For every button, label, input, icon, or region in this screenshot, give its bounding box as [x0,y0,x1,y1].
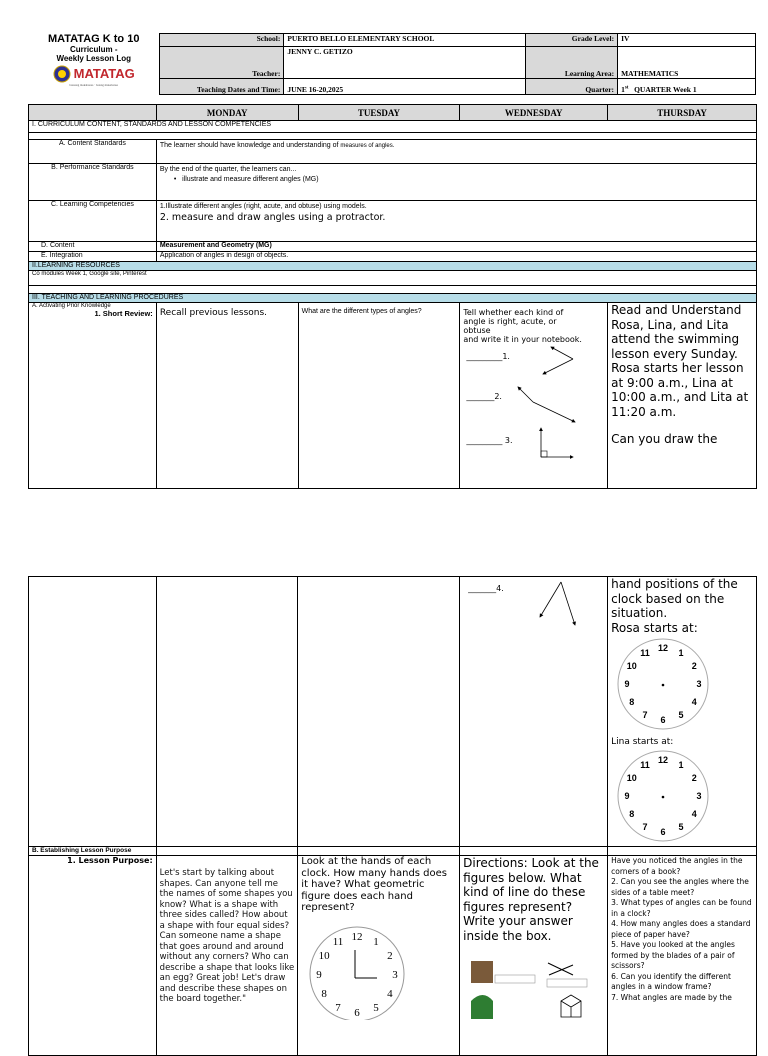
content-value: Measurement and Geometry (MG) [156,242,756,252]
right-angle-mark [541,451,547,457]
clock-number-1: 1 [678,759,684,770]
angle-item-2: _______2. [466,392,502,401]
content-std-main: The learner should have knowledge and understanding of [159,142,339,149]
purpose-tuesday-text: Look at the hands of each clock. How many hands does it have? What geometric figure does each hand represent? [301,856,448,913]
angle1-ray-b [551,347,573,359]
clock-number-3: 3 [696,790,702,801]
logo-tagline: bansang makabansa · batang makabansa [69,82,118,87]
purpose-tuesday [298,856,460,1056]
perf-std-line1: By the end of the quarter, the learners can... [159,166,297,173]
competency-label: C. Learning Competencies [29,201,157,242]
cube-image [561,995,581,1017]
section-curriculum: I. CURRICULUM CONTENT, STANDARDS AND LESSON COMPETENCIES [29,121,757,133]
clock-number-4: 4 [691,808,697,819]
clock-number-2: 2 [691,661,697,671]
angle-item-1-num: 1. [502,352,510,361]
content-std-small: measures of angles. [340,143,395,149]
tuesday-clock-number-4: 4 [387,987,393,1000]
grade-value: IV [618,34,756,47]
review-wed-l1: Tell whether each kind of [463,308,564,317]
angle-item-3: _________ 3. [466,436,513,445]
angle2-ray-a [518,387,533,402]
perf-std-label: B. Performance Standards [29,164,157,201]
quarter-rest: QUARTER Week 1 [634,85,697,94]
clock-number-11: 11 [640,759,650,770]
clock-number-4: 4 [691,697,697,707]
clock-number-5: 5 [678,710,684,721]
header-table [28,33,756,95]
angle4-ray-b [561,582,575,625]
tuesday-clock-number-10: 10 [318,949,330,962]
purpose-wednesday-text: Directions: Look at the figures below. What kind of line do these figures represent? Write your answer inside the box. [463,856,599,943]
review-thursday [608,303,757,489]
angle1-ray-a [543,359,573,374]
tuesday-clock-number-5: 5 [373,1001,380,1014]
clock-face-0 [611,637,715,731]
lesson-table-page2 [28,576,757,1056]
angle-item-3-num: 3. [504,436,513,445]
competency-value [156,201,756,242]
tuesday-clock-number-8: 8 [321,987,328,1000]
tuesday-clock-number-11: 11 [333,935,344,948]
road-image [471,995,493,1019]
resources-value: Co modules Week 1, Google site, Pinterest [29,271,757,286]
review-wed-l3: obtuse [463,326,491,335]
logo-text: MATATAG [73,66,135,81]
angle-item-4: _______4. [468,584,504,593]
teacher-value: JENNY C. GETIZO [284,46,526,78]
purpose-thu-q2: 2. Can you see the angles where the sides of a table meet? [611,877,749,897]
angle-item-4-num: 4. [496,584,504,593]
scissors-image [548,963,573,975]
lesson-table-page1 [28,104,757,489]
clock-face-1 [611,749,715,843]
review-wed-cont [460,577,608,847]
title-sub2: Weekly Lesson Log [56,53,131,63]
clock-center [662,684,665,687]
tuesday-clock-number-9: 9 [316,968,323,981]
angle-item-2-num: 2. [494,392,502,401]
content-std-label: A. Content Standards [29,140,157,164]
review-lina: Lina starts at: [611,736,674,747]
purpose-thu-q5: 5. Have you looked at the angles formed by the blades of a pair of scissors? [611,940,735,970]
review-wed-l2: angle is right, acute, or [463,317,557,326]
day-monday: MONDAY [156,105,298,121]
clock-center [662,795,665,798]
purpose-label: B. Establishing Lesson Purpose [29,847,157,856]
angle2-ray-b [533,402,575,422]
review-thu-p2: Rosa, Lina, and Lita attend the swimming lesson every Sunday. Rosa starts her lesson at 9:00 a.m., Lina at 10:00 a.m., and Lita at 11:20 a.m. [611,317,749,419]
clock-number-6: 6 [660,715,666,725]
wednesday-figures [463,949,603,1019]
tuesday-clock-number-6: 6 [354,1006,361,1019]
purpose-thu-q6: 6. Can you identify the different angles in a window frame? [611,971,731,991]
purpose-thu-q1: Have you noticed the angles in the corners of a book? [611,856,743,876]
tuesday-clock-number-1: 1 [373,935,380,948]
title-main: MATATAG K to 10 [47,32,140,45]
dates-label: Teaching Dates and Time: [160,78,284,94]
clock-number-7: 7 [642,710,648,721]
lesson-purpose-label: 1. Lesson Purpose: [29,856,157,1056]
school-value: PUERTO BELLO ELEMENTARY SCHOOL [284,34,526,47]
review-thu-p3: Can you draw the [611,432,718,446]
tuesday-clock [305,920,415,1020]
railroad-image [471,961,493,983]
clock-rosa [611,637,753,735]
perf-std-bullet: • illustrate and measure different angles (MG) [173,176,319,183]
answer-box-1 [495,975,535,983]
content-std-value [156,140,756,164]
purpose-monday: Let's start by talking about shapes. Can anyone tell me the names of some shapes you know? What is a shape with three sides called? How about a shape with four equal sides? Can someone name a shape that goes around and around without any corners? Who can describe a shape that looks like an egg? Great job! Let's draw and describe these shapes on the board together." [156,856,298,1056]
dates-value: JUNE 16-20,2025 [284,78,526,94]
quarter-sup: st [624,85,629,91]
clock-number-1: 1 [678,647,684,658]
clock-number-6: 6 [660,826,666,837]
day-thursday: THURSDAY [608,105,757,121]
matatag-logo [28,65,159,83]
answer-box-2 [547,979,587,987]
title-sub1: Curriculum - [69,44,118,54]
review-thu-p1: Read and Understand [611,303,742,317]
clock-lina [611,749,753,847]
clock-number-3: 3 [696,679,702,689]
day-wednesday: WEDNESDAY [460,105,608,121]
grade-label: Grade Level: [526,34,618,47]
clock-number-2: 2 [691,772,697,783]
day-header-row [29,105,757,121]
purpose-wednesday [460,856,608,1056]
quarter-value [618,78,756,94]
angle-item-1: _________1. [466,352,510,361]
quarter-label: Quarter: [526,78,618,94]
clock-number-12: 12 [658,754,669,765]
content-label: D. Content [29,242,157,252]
quarter-num: 1 [621,85,625,94]
review-wednesday [460,303,608,489]
teacher-label: Teacher: [160,46,284,78]
prior-label: A. Activating Prior Knowledge [32,303,111,309]
clock-number-9: 9 [624,790,630,801]
purpose-thursday [608,856,757,1056]
review-monday-text: Recall previous lessons. [159,308,268,318]
review-wed-l4: and write it in your notebook. [463,335,582,344]
section-procedures: III. TEACHING AND LEARNING PROCEDURES [29,294,757,303]
integration-value: Application of angles in design of objects. [156,252,756,262]
review-rosa: Rosa starts at: [611,620,698,635]
clock-number-11: 11 [640,647,650,658]
angle-figures [463,344,608,464]
tuesday-clock-number-7: 7 [335,1001,342,1014]
purpose-thu-q3: 3. What types of angles can be found in a clock? [611,898,752,918]
review-thursday-cont [608,577,757,847]
angle4-ray-a [540,582,561,617]
angle-figure-4 [460,577,605,637]
review-tuesday-text: What are the different types of angles? [301,308,422,315]
tuesday-clock-number-2: 2 [387,949,393,962]
area-value: MATHEMATICS [618,46,756,78]
clock-number-10: 10 [626,661,637,671]
purpose-thu-q7: 7. What angles are made by the [611,992,732,1002]
competency-2: 2. measure and draw angles using a protractor. [159,212,386,223]
clock-number-5: 5 [678,821,684,832]
deped-seal-icon [53,65,71,83]
short-review-label-cell [29,303,157,489]
tuesday-clock-number-12: 12 [351,930,363,943]
day-tuesday: TUESDAY [298,105,460,121]
school-label: School: [256,34,281,43]
clock-number-8: 8 [629,697,635,707]
integration-label: E. Integration [29,252,157,262]
school-label-cell [160,34,284,47]
competency-1: 1.Illustrate different angles (right, acute, and obtuse) using models. [159,203,367,210]
purpose-thu-q4: 4. How many angles does a standard piece of paper have? [611,919,751,939]
title-block [28,34,160,95]
area-label: Learning Area: [526,46,618,78]
review-thu-cont: hand positions of the clock based on the situation. [611,577,738,620]
tuesday-clock-number-3: 3 [392,968,399,981]
section-resources: II.LEARNING RESOURCES [29,262,757,271]
clock-number-8: 8 [629,808,635,819]
review-monday [156,303,298,489]
clock-number-7: 7 [642,821,648,832]
perf-std-bullet-text: illustrate and measure different angles (MG) [182,176,319,183]
clock-number-10: 10 [626,772,637,783]
review-tuesday [298,303,460,489]
short-review-label: 1. Short Review: [94,309,153,318]
clock-number-12: 12 [658,643,669,653]
perf-std-value [156,164,756,201]
clock-number-9: 9 [624,679,630,689]
